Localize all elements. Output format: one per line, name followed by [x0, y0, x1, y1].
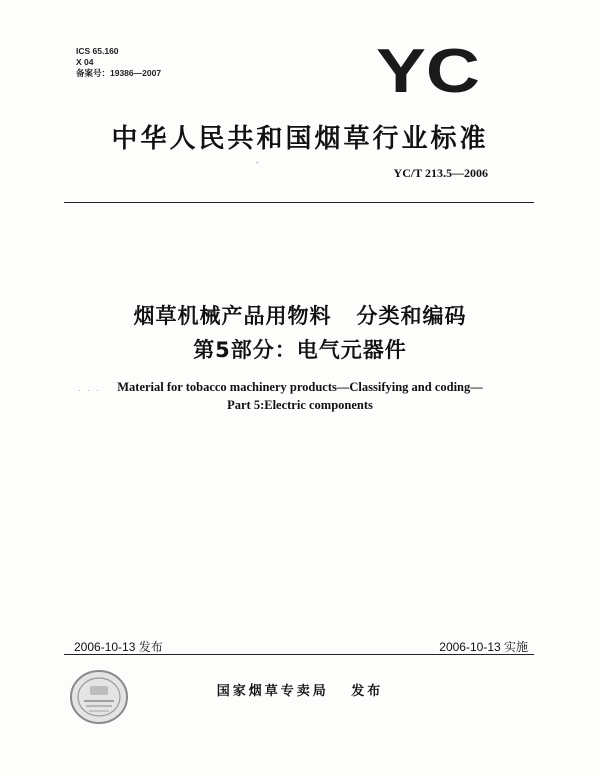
english-title-line-2: Part 5:Electric components	[227, 398, 373, 412]
yc-logo-text: YC	[376, 44, 480, 96]
chinese-title-line-2: 第5部分：电气元器件	[193, 338, 407, 362]
bottom-divider	[64, 654, 534, 655]
publish-date: 2006-10-13 发布	[74, 640, 163, 654]
class-code: X 04	[76, 57, 94, 67]
yc-logo	[374, 44, 482, 96]
ics-code: ICS 65.160	[76, 46, 119, 56]
standard-code: YC/T 213.5—2006	[393, 166, 488, 180]
scan-dots: . . .	[78, 384, 101, 393]
scan-mark: -	[256, 158, 259, 167]
issuing-authority: 国家烟草专卖局 发布	[216, 684, 384, 699]
classification-block	[76, 46, 161, 79]
english-title-line-1: Material for tobacco machinery products—Classifying and coding—	[117, 380, 483, 394]
record-number: 备案号：19386—2007	[76, 68, 162, 78]
chinese-title-line-1: 烟草机械产品用物料 分类和编码	[133, 304, 467, 328]
implement-date: 2006-10-13 实施	[439, 640, 528, 654]
top-divider	[64, 202, 534, 203]
industry-standard-title: 中华人民共和国烟草行业标准	[111, 124, 489, 154]
